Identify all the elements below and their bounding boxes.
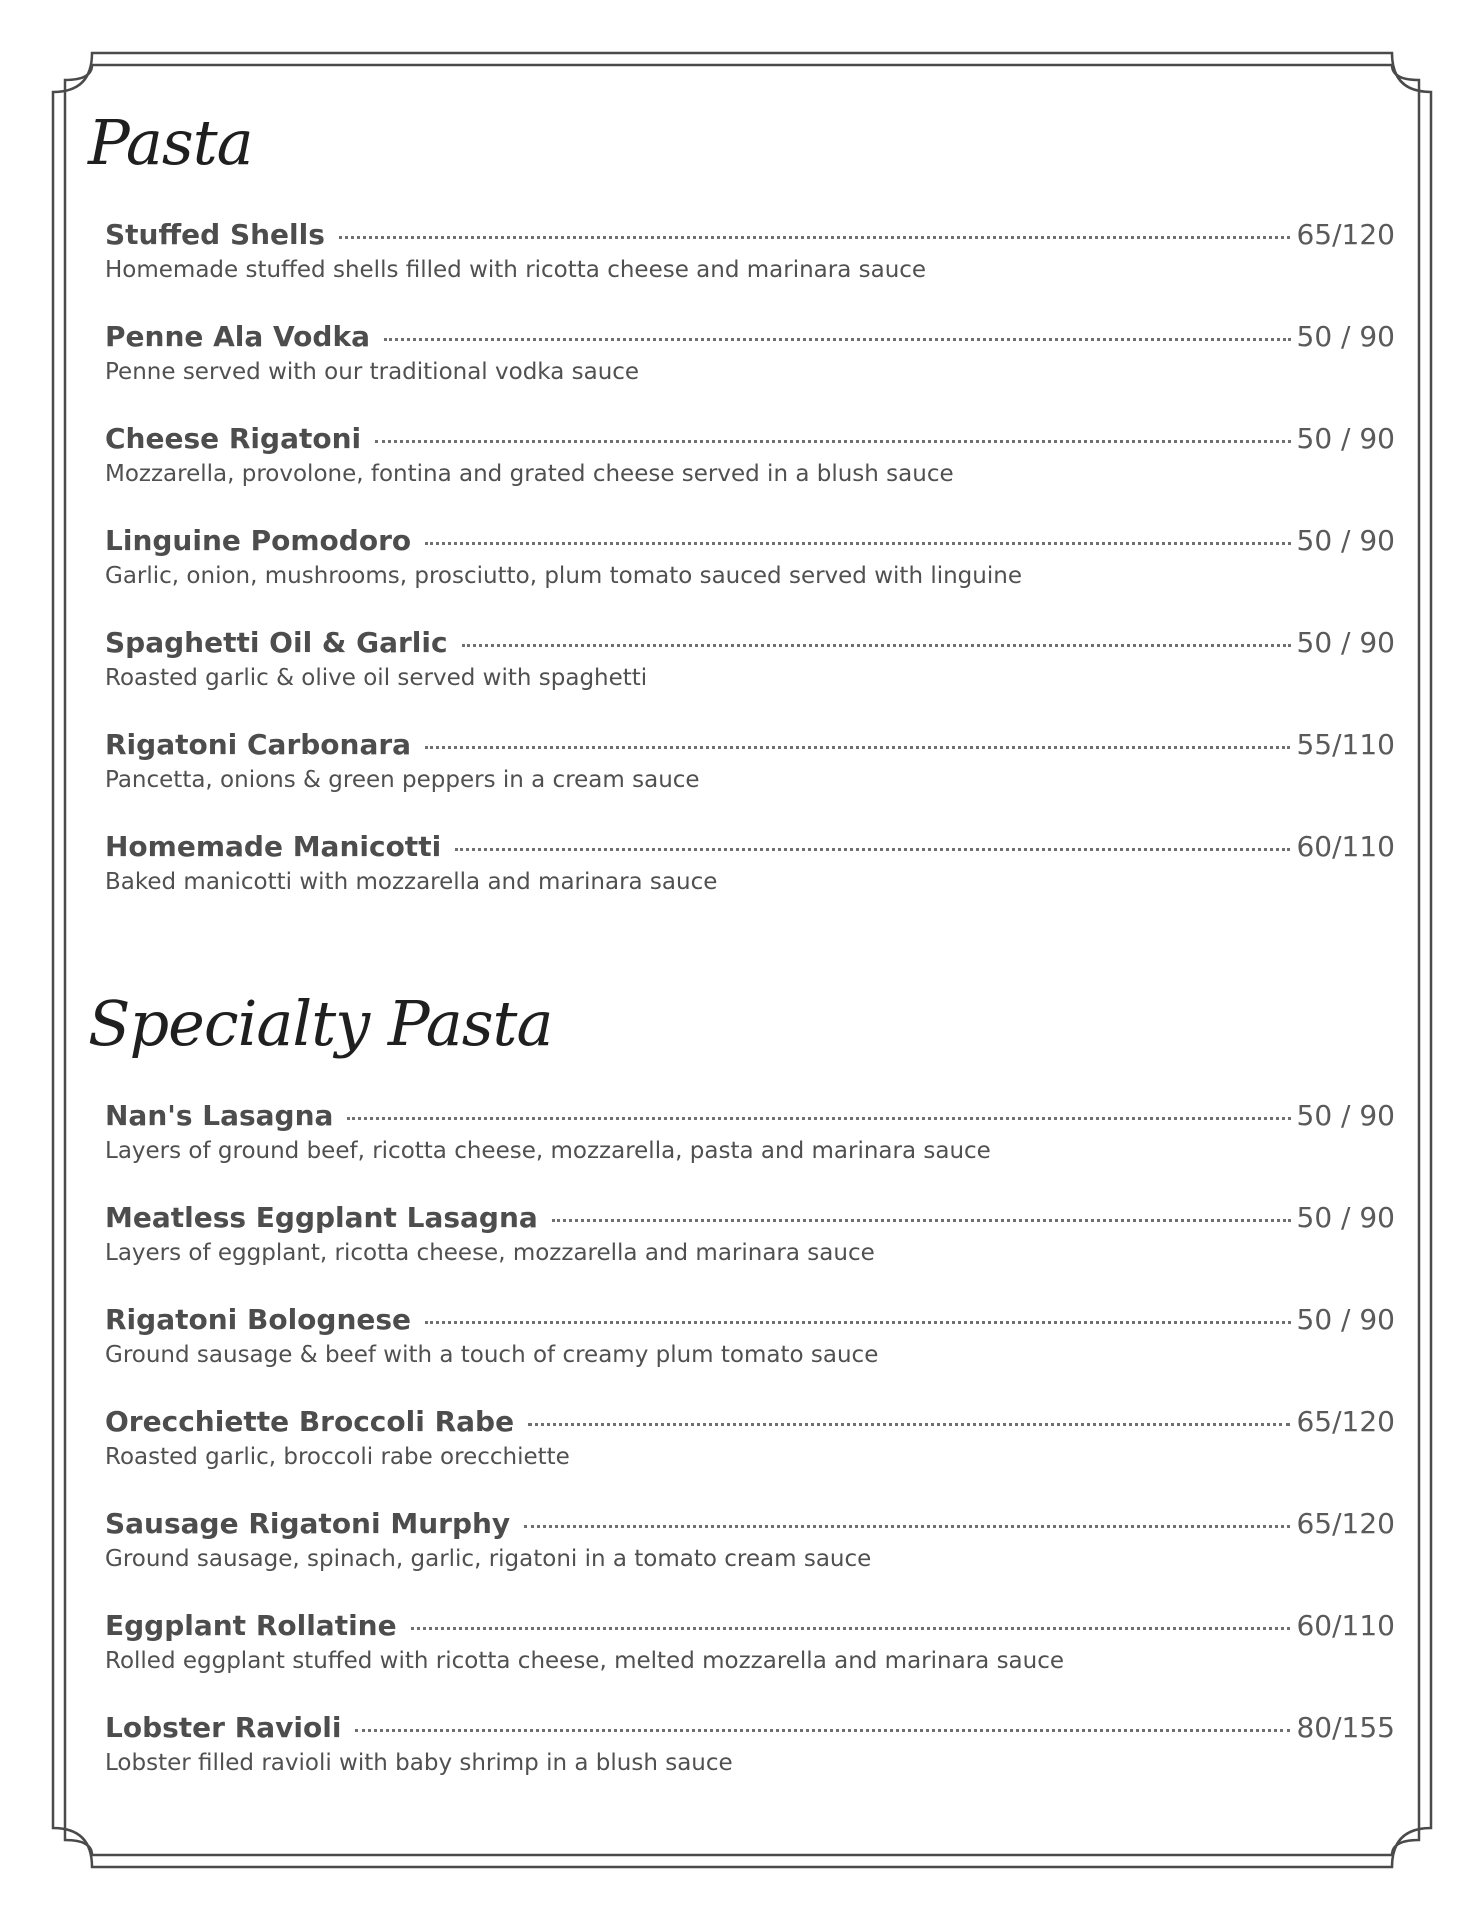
menu-item-header: [105, 1096, 1395, 1136]
dot-leader: [355, 1729, 1290, 1732]
menu-item: [105, 1606, 1395, 1708]
dot-leader: [384, 338, 1291, 341]
menu-item-description: Roasted garlic & olive oil served with spaghetti: [105, 665, 648, 691]
menu-item-price: 65/120: [1296, 218, 1395, 251]
menu-item-name: Rigatoni Carbonara: [105, 728, 412, 761]
menu-item-name: Stuffed Shells: [105, 218, 325, 251]
menu-item-header: [105, 1198, 1395, 1238]
menu-item: [105, 317, 1395, 419]
menu-item-description: Pancetta, onions & green peppers in a cream sauce: [105, 767, 700, 793]
dot-leader: [411, 1627, 1291, 1630]
dot-leader: [375, 440, 1290, 443]
menu-item: [105, 419, 1395, 521]
menu-item-name: Homemade Manicotti: [105, 830, 442, 863]
menu-item-price: 50 / 90: [1296, 524, 1395, 557]
menu-item-header: [105, 1606, 1395, 1646]
menu-item-header: [105, 623, 1395, 663]
menu-item-price: 55/110: [1296, 728, 1395, 761]
menu-item-header: [105, 419, 1395, 459]
menu-item-price: 50 / 90: [1296, 320, 1395, 353]
menu-item-header: [105, 1402, 1395, 1442]
menu-item-header: [105, 827, 1395, 867]
menu-item-description: Baked manicotti with mozzarella and marinara sauce: [105, 869, 718, 895]
menu-item-name: Linguine Pomodoro: [105, 524, 412, 557]
menu-item-name: Nan's Lasagna: [105, 1099, 334, 1132]
dot-leader: [552, 1219, 1291, 1222]
menu-item-price: 80/155: [1296, 1711, 1395, 1744]
dot-leader: [455, 848, 1290, 851]
menu-item: [105, 725, 1395, 827]
menu-item: [105, 1198, 1395, 1300]
menu-item-price: 50 / 90: [1296, 422, 1395, 455]
menu-item: [105, 623, 1395, 725]
menu-item-header: [105, 317, 1395, 357]
menu-item-header: [105, 1708, 1395, 1748]
menu-item-header: [105, 1300, 1395, 1340]
menu-item-description: Mozzarella, provolone, fontina and grated cheese served in a blush sauce: [105, 461, 954, 487]
menu-item-price: 65/120: [1296, 1405, 1395, 1438]
menu-item-price: 50 / 90: [1296, 1201, 1395, 1234]
menu-item-header: [105, 521, 1395, 561]
menu-item-description: Lobster filled ravioli with baby shrimp in a blush sauce: [105, 1750, 733, 1776]
menu-item-name: Rigatoni Bolognese: [105, 1303, 412, 1336]
menu-item-price: 50 / 90: [1296, 1099, 1395, 1132]
menu-item-description: Ground sausage & beef with a touch of creamy plum tomato sauce: [105, 1342, 879, 1368]
dot-leader: [347, 1117, 1290, 1120]
menu-item-header: [105, 215, 1395, 255]
menu-item: [105, 827, 1395, 929]
menu-item-description: Layers of eggplant, ricotta cheese, mozzarella and marinara sauce: [105, 1240, 875, 1266]
menu-item-name: Meatless Eggplant Lasagna: [105, 1201, 538, 1234]
menu-item: [105, 1096, 1395, 1198]
menu-item-description: Rolled eggplant stuffed with ricotta cheese, melted mozzarella and marinara sauce: [105, 1648, 1065, 1674]
menu-item: [105, 521, 1395, 623]
menu-item: [105, 1402, 1395, 1504]
dot-leader: [339, 236, 1291, 239]
section-title-pasta: Pasta: [88, 106, 253, 179]
menu-item-name: Lobster Ravioli: [105, 1711, 342, 1744]
menu-item-name: Penne Ala Vodka: [105, 320, 370, 353]
menu-item-header: [105, 725, 1395, 765]
menu-item-description: Penne served with our traditional vodka sauce: [105, 359, 640, 385]
menu-item-header: [105, 1504, 1395, 1544]
dot-leader: [425, 542, 1290, 545]
menu-item-price: 60/110: [1296, 830, 1395, 863]
menu-item-name: Eggplant Rollatine: [105, 1609, 397, 1642]
menu-item-name: Cheese Rigatoni: [105, 422, 362, 455]
menu-item-description: Roasted garlic, broccoli rabe orecchiette: [105, 1444, 570, 1470]
menu-item-description: Homemade stuffed shells filled with ricotta cheese and marinara sauce: [105, 257, 927, 283]
dot-leader: [425, 1321, 1290, 1324]
dot-leader: [528, 1423, 1290, 1426]
dot-leader: [425, 746, 1290, 749]
menu-item: [105, 1708, 1395, 1810]
menu-item: [105, 1504, 1395, 1606]
menu-item-price: 50 / 90: [1296, 1303, 1395, 1336]
dot-leader: [524, 1525, 1290, 1528]
menu-item-description: Garlic, onion, mushrooms, prosciutto, plum tomato sauced served with linguine: [105, 563, 1022, 589]
menu-item-price: 60/110: [1296, 1609, 1395, 1642]
menu-item-name: Spaghetti Oil & Garlic: [105, 626, 448, 659]
menu-item: [105, 215, 1395, 317]
menu-item: [105, 1300, 1395, 1402]
menu-item-price: 50 / 90: [1296, 626, 1395, 659]
menu-item-description: Layers of ground beef, ricotta cheese, mozzarella, pasta and marinara sauce: [105, 1138, 991, 1164]
menu-item-name: Sausage Rigatoni Murphy: [105, 1507, 511, 1540]
menu-item-name: Orecchiette Broccoli Rabe: [105, 1405, 515, 1438]
pasta-menu-list: [105, 215, 1395, 929]
menu-item-description: Ground sausage, spinach, garlic, rigatoni in a tomato cream sauce: [105, 1546, 872, 1572]
dot-leader: [462, 644, 1291, 647]
specialty-pasta-menu-list: [105, 1096, 1395, 1810]
section-title-specialty-pasta: Specialty Pasta: [88, 987, 553, 1060]
menu-item-price: 65/120: [1296, 1507, 1395, 1540]
